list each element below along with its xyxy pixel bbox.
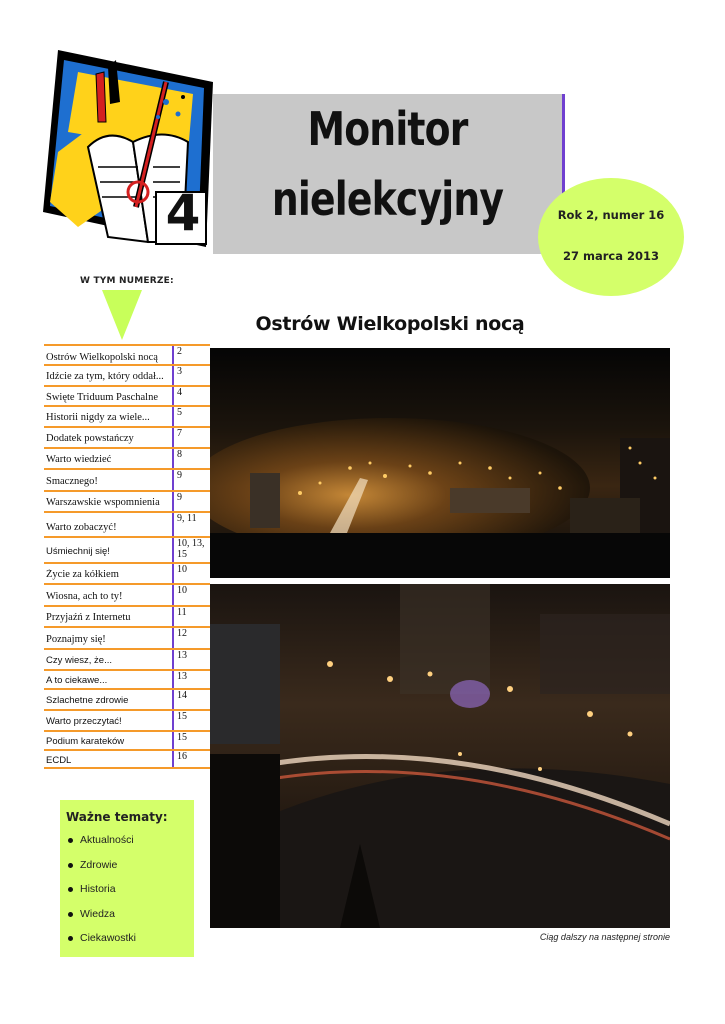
toc-row-page: 4 (172, 387, 210, 405)
toc-row-title: Idźcie za tym, który oddał... (46, 371, 164, 382)
toc-row-page: 12 (172, 628, 210, 648)
toc-row-page: 9 (172, 492, 210, 511)
toc-row (44, 564, 210, 585)
topic-item: Zdrowie (68, 859, 136, 884)
toc-row-title: Wiosna, ach to ty! (46, 590, 123, 602)
toc-row-page: 15 (172, 732, 210, 749)
toc-row-title: Przyjaźń z Internetu (46, 612, 131, 623)
toc-row (44, 449, 210, 470)
toc-row-title: ECDL (46, 754, 72, 766)
toc-row (44, 690, 210, 711)
newsletter-logo (38, 42, 218, 252)
logo-number: 4 (165, 184, 201, 242)
toc-row-page: 8 (172, 449, 210, 468)
topic-item: Aktualności (68, 834, 136, 859)
toc-row (44, 650, 210, 671)
toc-row-page: 2 (172, 346, 210, 364)
toc-row (44, 607, 210, 628)
topic-item: Wiedza (68, 908, 136, 933)
night-city-photo-2 (210, 584, 670, 928)
toc-row-title: Warto wiedzieć (46, 454, 112, 465)
topics-heading: Ważne tematy: (66, 810, 168, 824)
toc-row-title: Poznajmy się! (46, 633, 106, 645)
toc-row-page: 11 (172, 607, 210, 626)
toc-row (44, 492, 210, 513)
toc-row-title: Szlachetne zdrowie (46, 695, 129, 706)
toc-row (44, 428, 210, 449)
toc-row-page: 9 (172, 470, 210, 490)
toc-row (44, 538, 210, 564)
toc-heading: W TYM NUMERZE: (80, 276, 174, 286)
toc-row-page: 10 (172, 564, 210, 583)
toc-row-title: Życie za kółkiem (46, 569, 119, 580)
continued-note: Ciąg dalszy na następnej stronie (539, 932, 670, 942)
toc-row-title: Ostrów Wielkopolski nocą (46, 351, 158, 363)
toc-row-page: 16 (172, 751, 210, 767)
masthead-title-box (213, 94, 565, 254)
toc-row-title: Czy wiesz, że... (46, 655, 112, 666)
issue-date: 27 marca 2013 (562, 249, 659, 263)
night-city-photo-1 (210, 348, 670, 578)
down-arrow-icon (102, 290, 142, 340)
topic-item: Ciekawostki (68, 932, 136, 957)
toc-row-page: 13 (172, 650, 210, 669)
article-title: Ostrów Wielkopolski nocą (255, 313, 525, 335)
toc-row (44, 732, 210, 751)
toc-row-page: 9, 11 (172, 513, 210, 536)
masthead-title-line-1: Monitor (307, 102, 468, 156)
toc-row-title: Podium karateków (46, 736, 125, 747)
toc-row-title: Warto przeczytać! (46, 716, 122, 727)
important-topics-box (60, 800, 194, 957)
toc-row-page: 10 (172, 585, 210, 605)
toc-row-title: Warszawskie wspomnienia (46, 497, 160, 508)
toc-row-title: Warto zobaczyć! (46, 522, 117, 533)
table-of-contents (44, 344, 210, 769)
toc-row-page: 7 (172, 428, 210, 447)
toc-row (44, 711, 210, 732)
toc-row (44, 628, 210, 650)
toc-row-page: 15 (172, 711, 210, 730)
topic-item: Historia (68, 883, 136, 908)
toc-row-title: Święte Triduum Paschalne (46, 391, 158, 403)
toc-row-title: Uśmiechnij się! (46, 545, 110, 557)
toc-row-page: 5 (172, 407, 210, 426)
toc-row-title: Dodatek powstańczy (46, 433, 134, 444)
toc-row-title: Smacznego! (46, 475, 98, 487)
toc-row (44, 344, 210, 366)
toc-row (44, 407, 210, 428)
masthead-title-line-2: nielekcyjny (271, 172, 504, 226)
toc-row-page: 3 (172, 366, 210, 385)
toc-row (44, 585, 210, 607)
toc-row (44, 470, 210, 492)
toc-row-title: A to ciekawe... (46, 675, 108, 686)
toc-row (44, 751, 210, 769)
toc-row-page: 10, 13, 15 (172, 538, 210, 562)
toc-row-page: 13 (172, 671, 210, 688)
toc-row (44, 513, 210, 538)
toc-row-title: Historii nigdy za wiele... (46, 412, 150, 423)
toc-row (44, 366, 210, 387)
toc-row (44, 671, 210, 690)
toc-row-page: 14 (172, 690, 210, 709)
topics-list (68, 834, 136, 957)
issue-number: Rok 2, numer 16 (557, 208, 665, 222)
issue-info-badge (538, 178, 684, 296)
toc-row (44, 387, 210, 407)
